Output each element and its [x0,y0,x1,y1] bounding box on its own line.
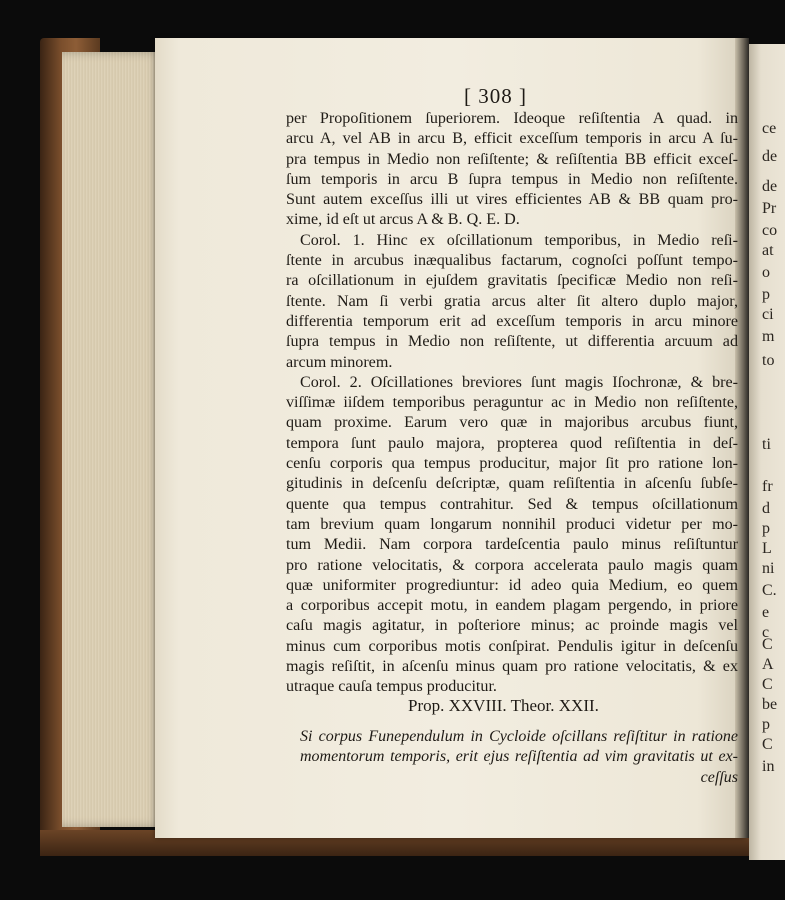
page-number: [ 308 ] [464,84,527,108]
text-line: a corporibus accepit motu, in eandem plagam pergendo, in priore [286,597,738,615]
facing-page-fragment: c [762,624,770,641]
facing-page-fragment: o [762,264,770,281]
proposition-heading: Prop. XXVIII. Theor. XXII. [408,696,599,715]
facing-page-fragment: de [762,178,778,195]
facing-page-fragment: ti [762,436,771,453]
proposition-line: ceſſus [700,768,738,786]
text-line: ſtente in arcubus inæqualibus factarum, cognoſci poſſunt tempo- [286,252,738,270]
text-line: tum Medii. Nam corpora tardeſcentia paulo minus reſiſtuntur [286,536,738,554]
text-line: differentia temporum erit ad exceſſum temporis in arcu minore [286,312,738,330]
facing-page-fragment: in [762,758,775,775]
text-line: arcu A, vel AB in arcu B, efficit exceſſum temporis in arcu A ſu- [286,130,738,148]
text-line: Sunt autem exceſſus illi ut vires efficientes AB & BB quam pro- [286,191,738,209]
text-line: caſu magis agitatur, in poſteriore minus; ac proinde magis vel [286,617,738,635]
text-line: arcum minorem. [286,353,393,371]
facing-page-fragment: C. [762,582,777,599]
facing-page-fragment: ni [762,560,775,577]
text-line: ra oſcillationum in ejuſdem gravitatis ſpecificæ Medio non reſi- [286,272,738,290]
text-line: utraque cauſa tempus producitur. [286,678,497,696]
text-line: ſupra tempus in Medio non reſiſtente, ut differentia arcuum ad [286,333,738,351]
text-line: xime, id eſt ut arcus A & B. Q. E. D. [286,211,520,229]
facing-page-fragment: e [762,604,770,621]
text-line: ſum temporis in arcu B ſupra tempus in Medio non reſiſtente. [286,170,738,188]
proposition-line: Si corpus Funependulum in Cycloide oſcillans reſiſtitur in ratione [300,728,738,745]
facing-page-fragment: co [762,222,778,239]
facing-page-fragment: p [762,286,770,303]
facing-page-fragment: C [762,636,773,653]
facing-page-fragment: d [762,500,770,517]
text-line: magis reſiſtit, in aſcenſu minus quam pro ratione velocitatis, & ex [286,658,738,676]
text-line: quam proxime. Earum vero quæ in majoribus arcubus fiunt, [286,414,738,432]
facing-page-fragment: C [762,736,773,753]
text-line: pro ratione velocitatis, & corpora accelerata paulo magis quam [286,556,738,574]
facing-page-fragment: de [762,148,778,165]
text-line: viſſimæ iiſdem temporibus peraguntur ac in Medio non reſiſtente, [286,394,738,412]
text-line: ſtente. Nam ſi verbi gratia arcus alter ſit altero duplo major, [286,292,738,310]
page-fore-edge [62,52,162,827]
text-line: quente qua tempus contrahitur. Sed & tempus oſcillationum [286,495,738,513]
text-line: gitudinis in deſcenſu deſcriptæ, quam reſiſtentia in aſcenſu ſubſe- [286,475,738,493]
text-line: minus cum corporibus motis conſpirat. Pendulis igitur in deſcenſu [286,637,738,655]
text-line: pra tempus in Medio non reſiſtente; & reſiſtentia BB efficit exceſ- [286,150,738,168]
facing-page-fragment: be [762,696,778,713]
proposition-text [300,727,738,788]
facing-page-fragment: C [762,676,773,693]
body-text [286,109,738,698]
text-line: cenſu corporis qua tempus producitur, major ſit pro ratione lon- [286,455,738,473]
facing-page-fragment: p [762,716,770,733]
text-line: tam brevium quam longarum nonnihil produci videtur per mo- [286,515,738,533]
facing-page-fragment: ce [762,120,777,137]
proposition-line: momentorum temporis, erit ejus reſiſtentia ad vim gravitatis ut ex- [300,748,738,766]
text-line: Corol. 1. Hinc ex oſcillationum temporibus, in Medio reſi- [300,231,738,249]
facing-page-fragment: to [762,352,775,369]
facing-page-fragment: at [762,242,774,259]
text-line: tempora ſunt paulo majora, propterea quod reſiſtentia in deſ- [286,434,738,452]
facing-page-fragment: Pr [762,200,777,217]
text-line: quæ uniformiter progrediuntur: id adeo quia Medium, eo quem [286,576,738,594]
facing-page-fragment: p [762,520,770,537]
facing-page-fragment: fr [762,478,773,495]
facing-page-fragment: A [762,656,774,673]
text-line: Corol. 2. Oſcillationes breviores ſunt magis Iſochronæ, & bre- [300,373,738,391]
facing-page-fragment: L [762,540,772,557]
facing-page-fragment: m [762,328,775,345]
facing-page-fragment: ci [762,306,774,323]
text-line: per Propoſitionem ſuperiorem. Ideoque reſiſtentia A quad. in [286,110,738,127]
